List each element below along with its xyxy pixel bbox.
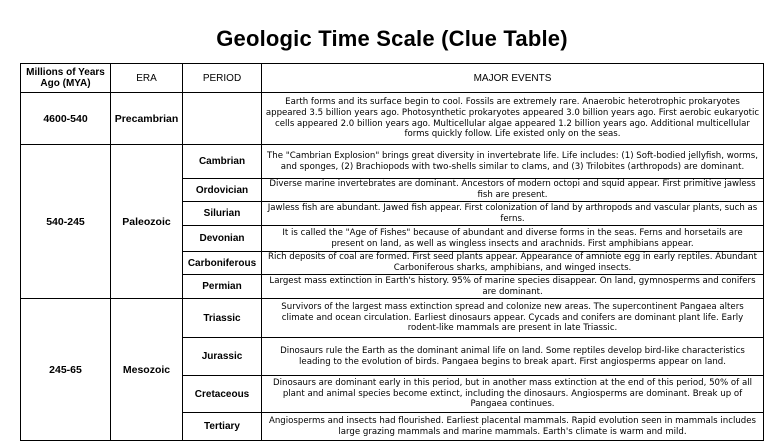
period-cell: Silurian [183,202,262,226]
period-cell: Triassic [183,299,262,338]
events-cell: Diverse marine invertebrates are dominant. Ancestors of modern octopi and squid appear. First primitive jawless fish are present. [262,179,764,202]
events-cell: Earth forms and its surface begin to cool. Fossils are extremely rare. Anaerobic heterotrophic prokaryotes appeared 3.5 billion years ago. Photosynthetic prokaryotes appeared 3.0 billion years ago. First aerobic eukaryotic cells appeared 2.0 billion years ago. Multicellular algae appeared 1.2 billion years ago. Additional multicellular forms quickly follow. Life existed only on the seas. [262,93,764,145]
period-cell: Permian [183,275,262,299]
events-cell: It is called the "Age of Fishes" because of abundant and diverse forms in the seas. Ferns and horsetails are present on land, as well as wingless insects and arachnids. First amphibians appear. [262,226,764,252]
events-cell: Survivors of the largest mass extinction spread and colonize new areas. The supercontinent Pangaea alters climate and ocean circulation. Earliest dinosaurs appear. Cycads and conifers are dominant plant life. Early rodent-like mammals are present in late Triassic. [262,299,764,338]
geologic-time-table [20,63,764,441]
period-cell: Cambrian [183,145,262,179]
header-era: ERA [111,64,183,93]
events-cell: Rich deposits of coal are formed. First seed plants appear. Appearance of amniote egg in early reptiles. Abundant Carboniferous sharks, amphibians, and winged insects. [262,252,764,275]
events-cell: Dinosaurs are dominant early in this period, but in another mass extinction at the end of this period, 50% of all plant and animal species become extinct, including the dinosaurs. Angiosperms are dominant. Break up of Pangaea continues. [262,376,764,413]
events-cell: Jawless fish are abundant. Jawed fish appear. First colonization of land by arthropods and vascular plants, such as ferns. [262,202,764,226]
era-cell: Paleozoic [111,145,183,299]
period-cell: Tertiary [183,413,262,441]
period-cell: Ordovician [183,179,262,202]
mya-cell: 245-65 [21,299,111,441]
mya-cell: 540-245 [21,145,111,299]
page-title: Geologic Time Scale (Clue Table) [216,26,568,51]
period-cell: Cretaceous [183,376,262,413]
header-period: PERIOD [183,64,262,93]
table-row-precambrian [21,93,764,145]
era-cell: Mesozoic [111,299,183,441]
events-cell: Dinosaurs rule the Earth as the dominant animal life on land. Some reptiles develop bird-like characteristics leading to the evolution of birds. Pangaea begins to break apart. First angiosperms appear on land. [262,338,764,376]
period-cell: Carboniferous [183,252,262,275]
table-row-cambrian [21,145,764,179]
header-events: MAJOR EVENTS [262,64,764,93]
events-cell: Angiosperms and insects had flourished. Earliest placental mammals. Rapid evolution seen in mammals includes large grazing mammals and marine mammals. Earth's climate is warm and mild. [262,413,764,441]
period-cell [183,93,262,145]
era-cell: Precambrian [111,93,183,145]
header-mya: Millions of Years Ago (MYA) [21,64,111,93]
period-cell: Jurassic [183,338,262,376]
events-cell: Largest mass extinction in Earth's history. 95% of marine species disappear. On land, gymnosperms and conifers are dominant. [262,275,764,299]
header-row [21,64,764,93]
period-cell: Devonian [183,226,262,252]
events-cell: The "Cambrian Explosion" brings great diversity in invertebrate life. Life includes: (1) Soft-bodied jellyfish, worms, and sponges, (2) Brachiopods with two-shells similar to clams, and (3) Trilobites (arthropods) are dominant. [262,145,764,179]
table-row-triassic [21,299,764,338]
mya-cell: 4600-540 [21,93,111,145]
